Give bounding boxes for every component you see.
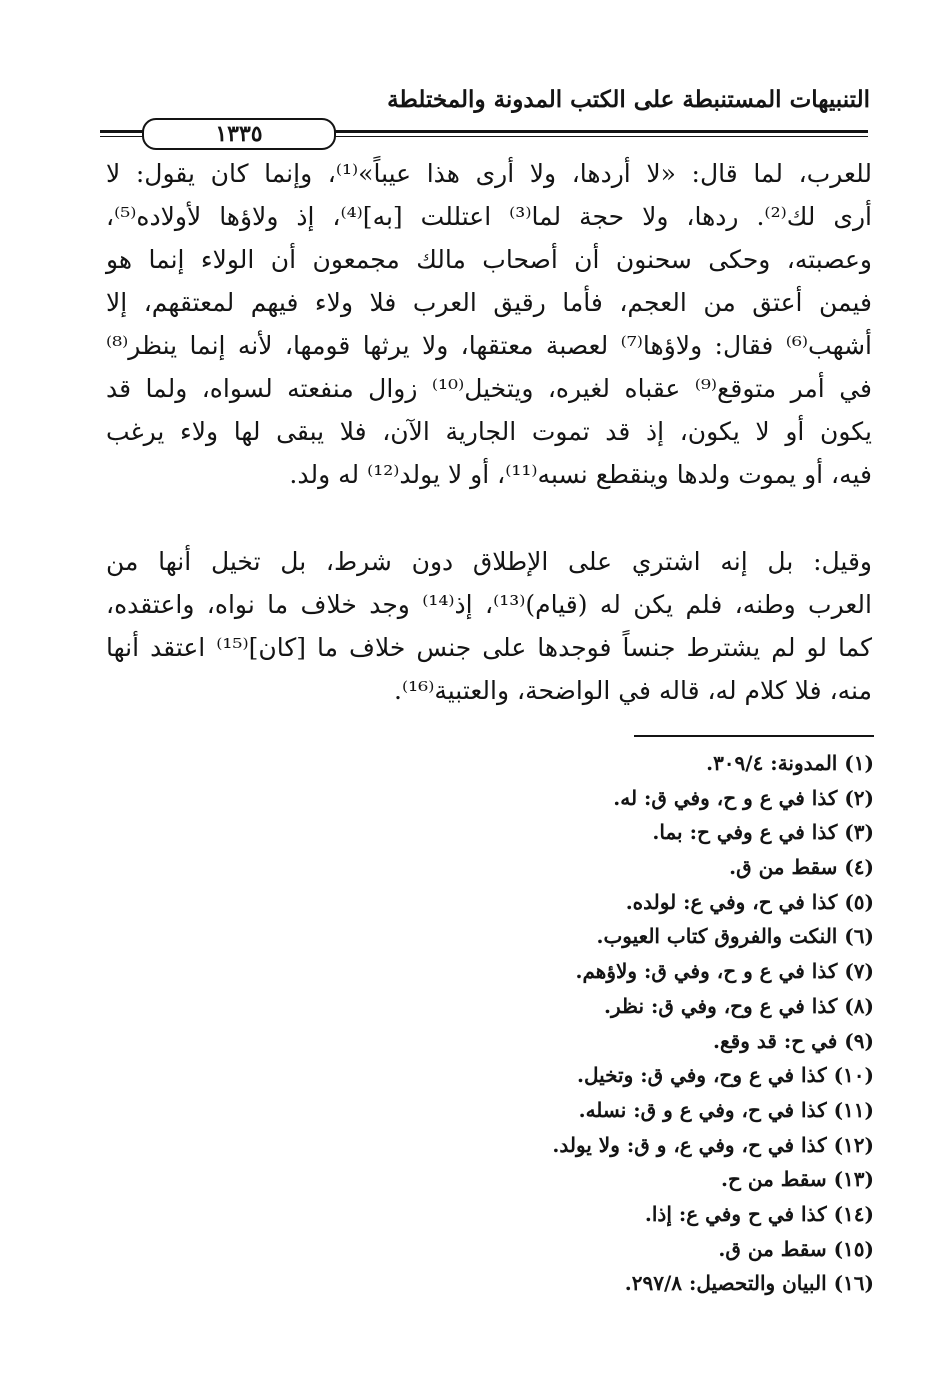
paragraph-1 xyxy=(106,152,872,496)
footnote: (٦) النكت والفروق كتاب العيوب. xyxy=(596,924,874,949)
footnote: (٨) كذا في ع وح، وفي ق: نظر. xyxy=(604,993,874,1018)
footnote: (٣) كذا في ع وفي ح: بما. xyxy=(652,820,874,845)
page-number: ١٣٣٥ xyxy=(142,118,336,150)
footnote: (١٣) سقط من ح. xyxy=(721,1167,874,1192)
footnote: (١١) كذا في ح، وفي ع و ق: نسله. xyxy=(578,1097,874,1122)
text-line: وعصبته، وحكى سحنون أن أصحاب مالك مجمعون أن الولاء إنما هو xyxy=(106,245,872,274)
text-line: منه، فلا كلام له، قاله في الواضحة، والعتبية⁽¹⁶⁾. xyxy=(394,676,872,705)
text-line: أرى لك⁽²⁾. ردها، ولا حجة لما⁽³⁾ اعتللت [به]⁽⁴⁾، إذ ولاؤها لأولاده⁽⁵⁾، xyxy=(106,202,872,231)
footnote: (٢) كذا في ع و ح، وفي ق: له. xyxy=(613,785,874,810)
text-line: يكون أو لا يكون، إذ قد تموت الجارية الآن، فلا يبقى لها ولاء يرغب xyxy=(106,417,872,446)
footnote: (٩) في ح: قد وقع. xyxy=(713,1028,874,1053)
header-rule xyxy=(100,118,868,148)
paragraph-2 xyxy=(106,540,872,712)
text-line: كما لو لم يشترط جنساً فوجدها على جنس خلاف ما [كان]⁽¹⁵⁾ اعتقد أنها xyxy=(106,633,872,662)
footnote: (١٦) البيان والتحصيل: ٢٩٧/٨. xyxy=(624,1271,874,1296)
footnote: (٧) كذا في ع و ح، وفي ق: ولاؤهم. xyxy=(575,959,874,984)
footnote: (١) المدونة: ٣٠٩/٤. xyxy=(706,751,874,775)
text-line: فيمن أعتق من العجم، فأما رقيق العرب فلا ولاء فيهم لمعتقهم، إلا xyxy=(106,288,872,317)
footnotes xyxy=(108,746,874,1301)
footnote: (١٤) كذا في ح وفي ع: إذا. xyxy=(644,1201,874,1226)
footnote: (١٢) كذا في ح، وفي ع، و ق: ولا يولد. xyxy=(552,1132,874,1157)
text-line: وقيل: بل إنه اشتري على الإطلاق دون شرط، بل تخيل أنها من xyxy=(106,547,872,576)
footnote-separator xyxy=(634,735,874,737)
footnote: (٥) كذا في ح، وفي ع: لولده. xyxy=(625,889,874,914)
text-line: فيه، أو يموت ولدها وينقطع نسبه⁽¹¹⁾، أو لا يولد⁽¹²⁾ له ولد. xyxy=(289,460,872,489)
text-line: العرب وطنه، فلم يكن له (قيام)⁽¹³⁾، إذ⁽¹⁴⁾ وجد خلاف ما نواه، واعتقده، xyxy=(106,590,872,619)
footnote: (١٥) سقط من ق. xyxy=(718,1236,874,1261)
text-line: في أمر متوقع⁽⁹⁾ عقباه لغيره، ويتخيل⁽¹⁰⁾ زوال منفعته لسواه، ولما قد xyxy=(106,374,872,403)
text-line: أشهب⁽⁶⁾ فقال: ولاؤها⁽⁷⁾ لعصبة معتقها، ولا يرثها قومها، لأنه إنما ينظر⁽⁸⁾ xyxy=(106,331,872,360)
text-line: للعرب، لما قال: «لا أردها، ولا أرى هذا عيباً»⁽¹⁾، وإنما كان يقول: لا xyxy=(106,159,872,188)
footnote: (٤) سقط من ق. xyxy=(729,855,874,880)
running-title: التنبيهات المستنبطة على الكتب المدونة والمختلطة xyxy=(387,86,870,113)
footnote: (١٠) كذا في ع وح، وفي ق: وتخيل. xyxy=(577,1063,874,1088)
